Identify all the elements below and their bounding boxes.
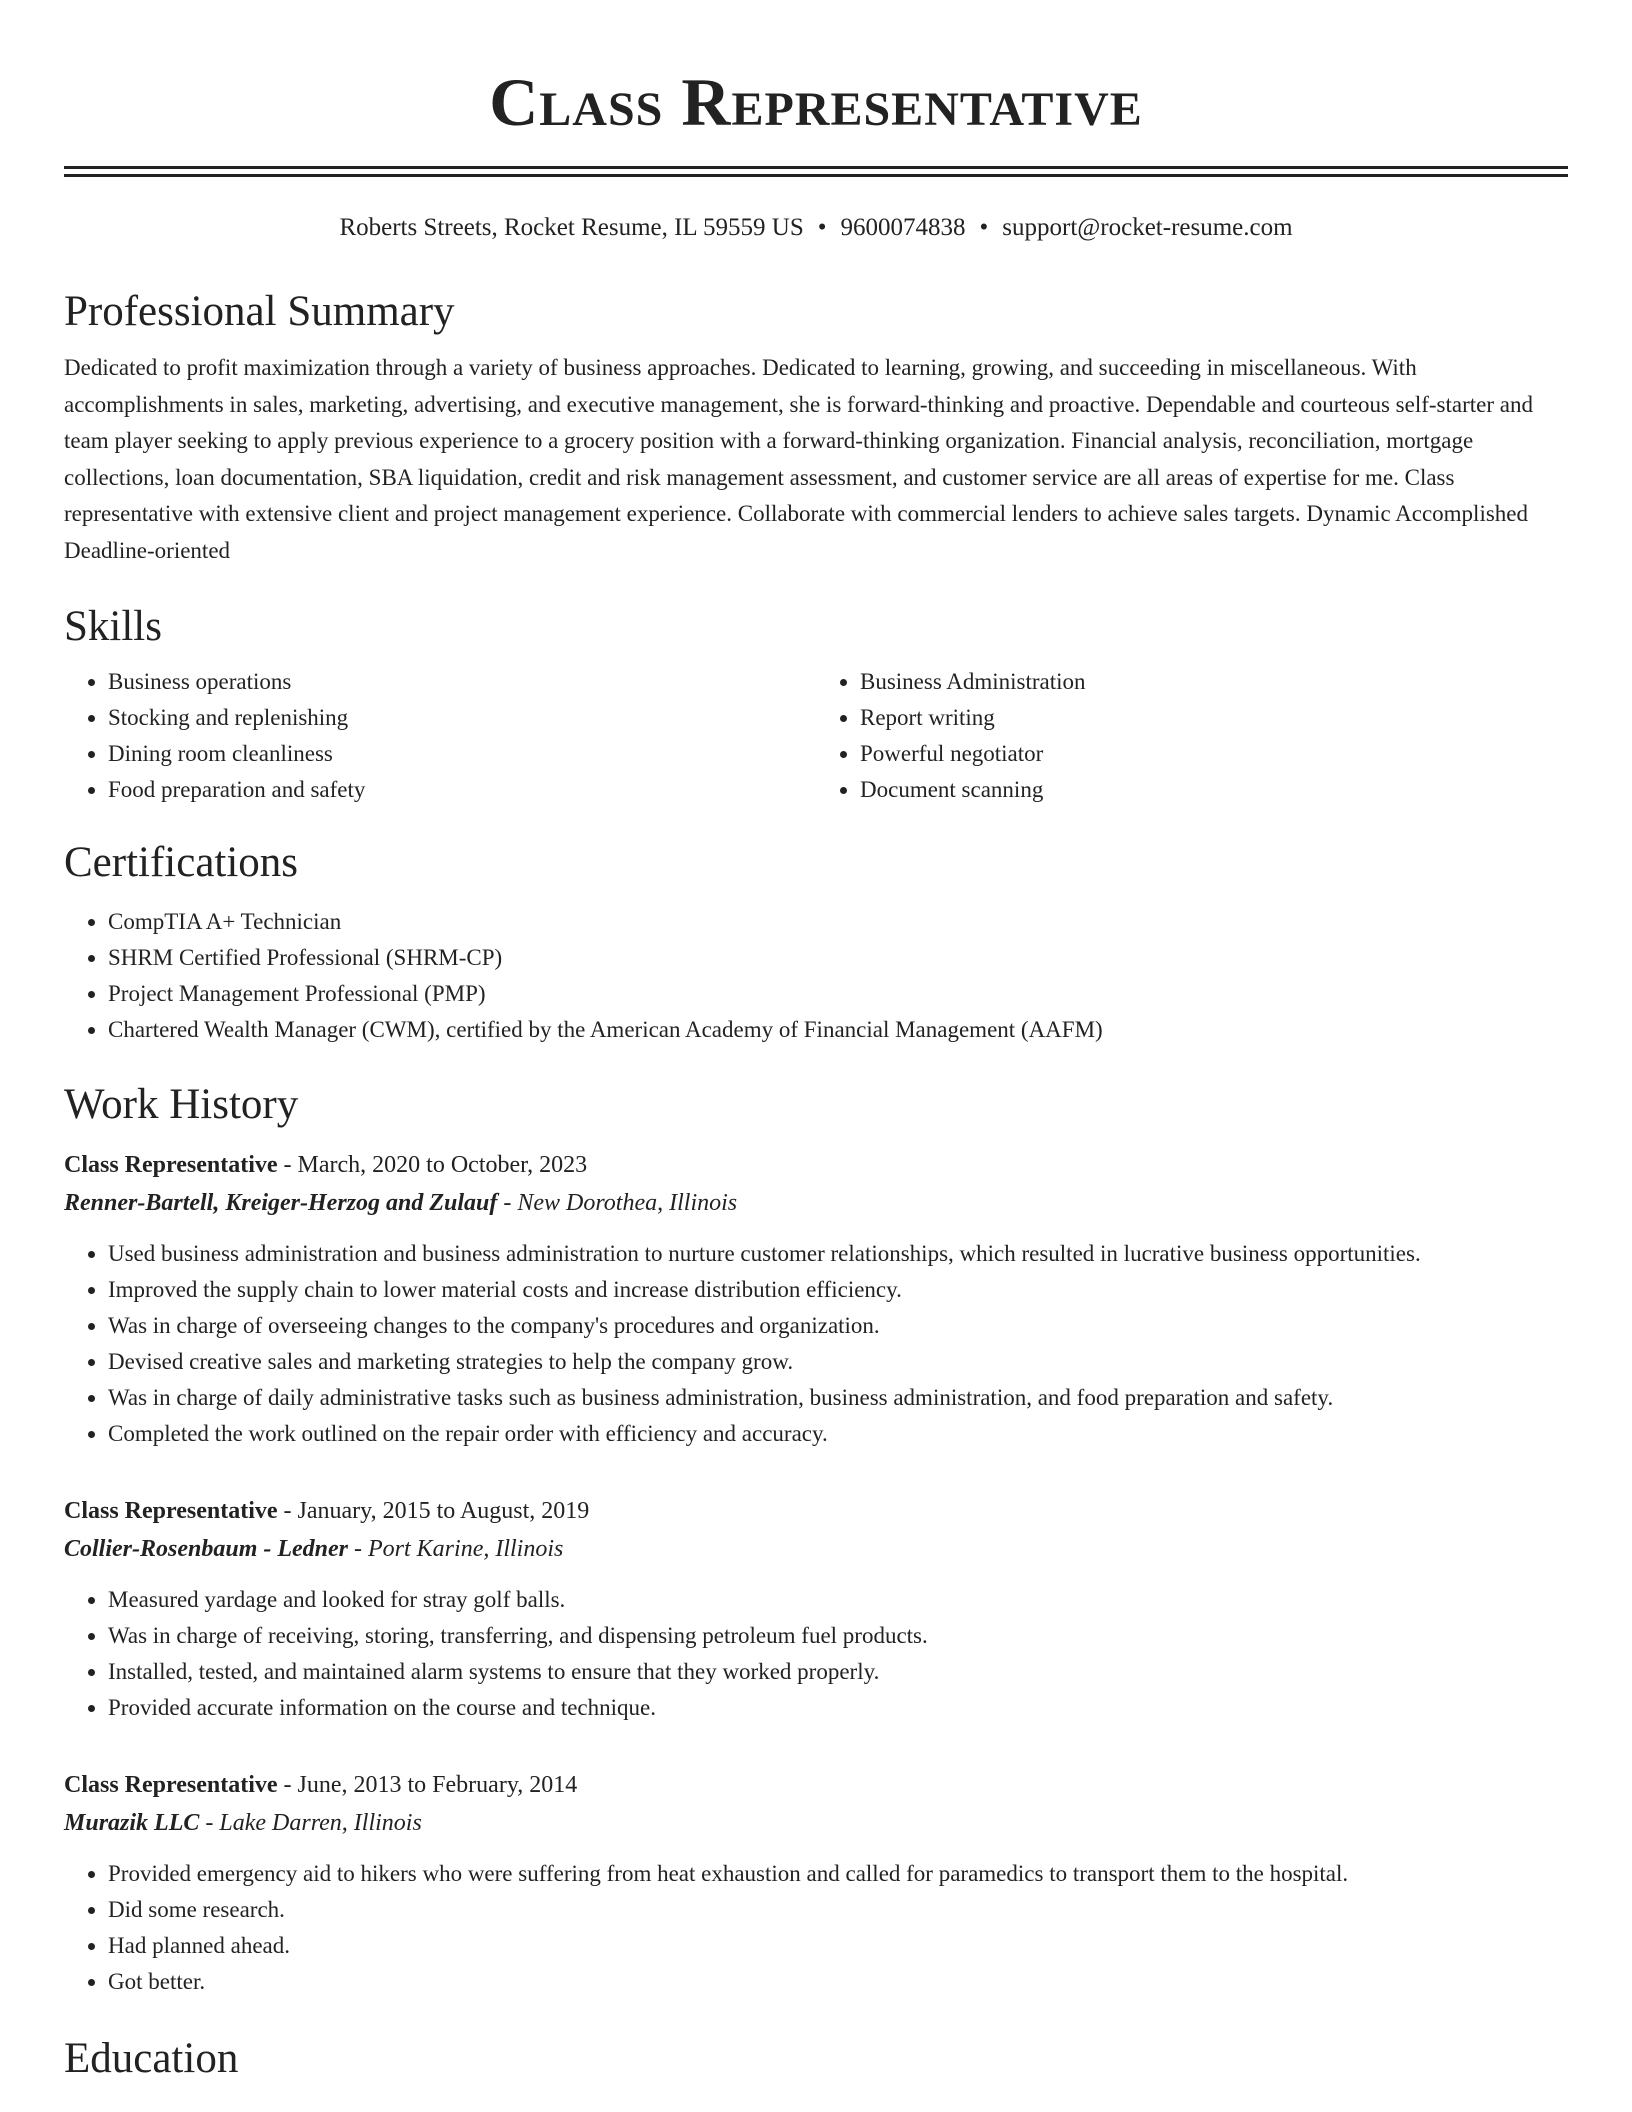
job-company: Collier-Rosenbaum - Ledner — [64, 1535, 349, 1562]
duty-item: • Provided accurate information on the course and technique. — [108, 1690, 1568, 1726]
job-dates: - June, 2013 to February, 2014 — [277, 1771, 578, 1798]
job-title: Class Representative — [64, 1771, 278, 1798]
duty-item: • Provided emergency aid to hikers who were suffering from heat exhaustion and called for paramedics to transport them to the hospital. — [108, 1856, 1568, 1892]
job-dates: - March, 2020 to October, 2023 — [277, 1151, 588, 1178]
job-location: - Lake Darren, Illinois — [199, 1809, 422, 1836]
skills-section — [64, 602, 1568, 808]
work-history-heading: Work History — [64, 1080, 299, 1128]
summary-section — [64, 287, 1568, 570]
job-entry — [64, 1146, 1568, 1452]
contact-email: support@rocket-resume.com — [1002, 214, 1293, 241]
skill-item: • Powerful negotiator — [860, 736, 1568, 772]
certification-item: • Project Management Professional (PMP) — [108, 976, 1568, 1012]
skill-item: • Food preparation and safety — [108, 772, 816, 808]
certification-item: • CompTIA A+ Technician — [108, 904, 1568, 940]
skill-item: • Dining room cleanliness — [108, 736, 816, 772]
summary-text: Dedicated to profit maximization through a variety of business approaches. Dedicated to learning, growing, and succeeding in miscellaneous. With accomplishments in sales, marketing, advertising, and executive management, she is forward-thinking and proactive. Dependable and courteous self-starter and team player seeking to apply previous experience to a grocery position with a forward-thinking organization. Financial analysis, reconciliation, mortgage collections, loan documentation, SBA liquidation, credit and risk management assessment, and customer service are all areas of expertise for me. Class representative with extensive client and project management experience. Collaborate with commercial lenders to achieve sales targets. Dynamic Accomplished Deadline-oriented — [64, 355, 1533, 563]
duty-item: • Was in charge of daily administrative tasks such as business administration, business administration, and food preparation and safety. — [108, 1380, 1568, 1416]
job-title-line — [64, 1766, 1568, 1804]
job-entry — [64, 1492, 1568, 1726]
education-section — [64, 2034, 1568, 2084]
job-company: Murazik LLC — [64, 1809, 200, 1836]
certification-item: • Chartered Wealth Manager (CWM), certified by the American Academy of Financial Management (AAFM) — [108, 1012, 1568, 1048]
job-company-line — [64, 1184, 1568, 1222]
contact-line — [64, 213, 1568, 243]
contact-phone: 9600074838 — [840, 214, 966, 241]
job-entry — [64, 1766, 1568, 2000]
duty-item: • Did some research. — [108, 1892, 1568, 1928]
job-duties-list — [64, 1856, 1568, 2000]
duty-item: • Improved the supply chain to lower material costs and increase distribution efficiency. — [108, 1272, 1568, 1308]
work-history-section — [64, 1080, 1568, 2000]
contact-separator: • — [979, 214, 989, 241]
title-double-rule — [64, 166, 1568, 177]
duty-item: • Used business administration and business administration to nurture customer relationships, which resulted in lucrative business opportunities. — [108, 1236, 1568, 1272]
certifications-heading: Certifications — [64, 838, 299, 886]
skill-item: • Business Administration — [860, 664, 1568, 700]
skill-item: • Report writing — [860, 700, 1568, 736]
job-duties-list — [64, 1236, 1568, 1452]
certifications-list — [64, 904, 1568, 1048]
duty-item: • Was in charge of overseeing changes to the company's procedures and organization. — [108, 1308, 1568, 1344]
skill-item: • Document scanning — [860, 772, 1568, 808]
skill-item: • Business operations — [108, 664, 816, 700]
job-company: Renner-Bartell, Kreiger-Herzog and Zulauf — [64, 1189, 498, 1216]
duty-item: • Was in charge of receiving, storing, transferring, and dispensing petroleum fuel products. — [108, 1618, 1568, 1654]
duty-item: • Had planned ahead. — [108, 1928, 1568, 1964]
duty-item: • Installed, tested, and maintained alarm systems to ensure that they worked properly. — [108, 1654, 1568, 1690]
skills-list-right — [816, 664, 1568, 808]
contact-separator: • — [817, 214, 827, 241]
job-dates: - January, 2015 to August, 2019 — [277, 1497, 590, 1524]
job-location: - New Dorothea, Illinois — [497, 1189, 738, 1216]
duty-item: • Measured yardage and looked for stray golf balls. — [108, 1582, 1568, 1618]
job-duties-list — [64, 1582, 1568, 1726]
contact-address: Roberts Streets, Rocket Resume, IL 59559 US — [339, 214, 804, 241]
duty-item: • Completed the work outlined on the repair order with efficiency and accuracy. — [108, 1416, 1568, 1452]
summary-heading: Professional Summary — [64, 288, 455, 335]
skills-list-left — [64, 664, 816, 808]
job-title: Class Representative — [64, 1151, 278, 1178]
certifications-section — [64, 838, 1568, 1048]
duty-item: • Got better. — [108, 1964, 1568, 2000]
job-company-line — [64, 1804, 1568, 1842]
resume-title: Class Representative — [489, 64, 1143, 140]
job-company-line — [64, 1530, 1568, 1568]
job-title-line — [64, 1146, 1568, 1184]
certification-item: • SHRM Certified Professional (SHRM-CP) — [108, 940, 1568, 976]
job-location: - Port Karine, Illinois — [348, 1535, 564, 1562]
skills-heading: Skills — [64, 602, 162, 650]
education-heading: Education — [64, 2034, 239, 2082]
skills-columns — [64, 664, 1568, 808]
job-title: Class Representative — [64, 1497, 278, 1524]
job-title-line — [64, 1492, 1568, 1530]
duty-item: • Devised creative sales and marketing strategies to help the company grow. — [108, 1344, 1568, 1380]
skill-item: • Stocking and replenishing — [108, 700, 816, 736]
